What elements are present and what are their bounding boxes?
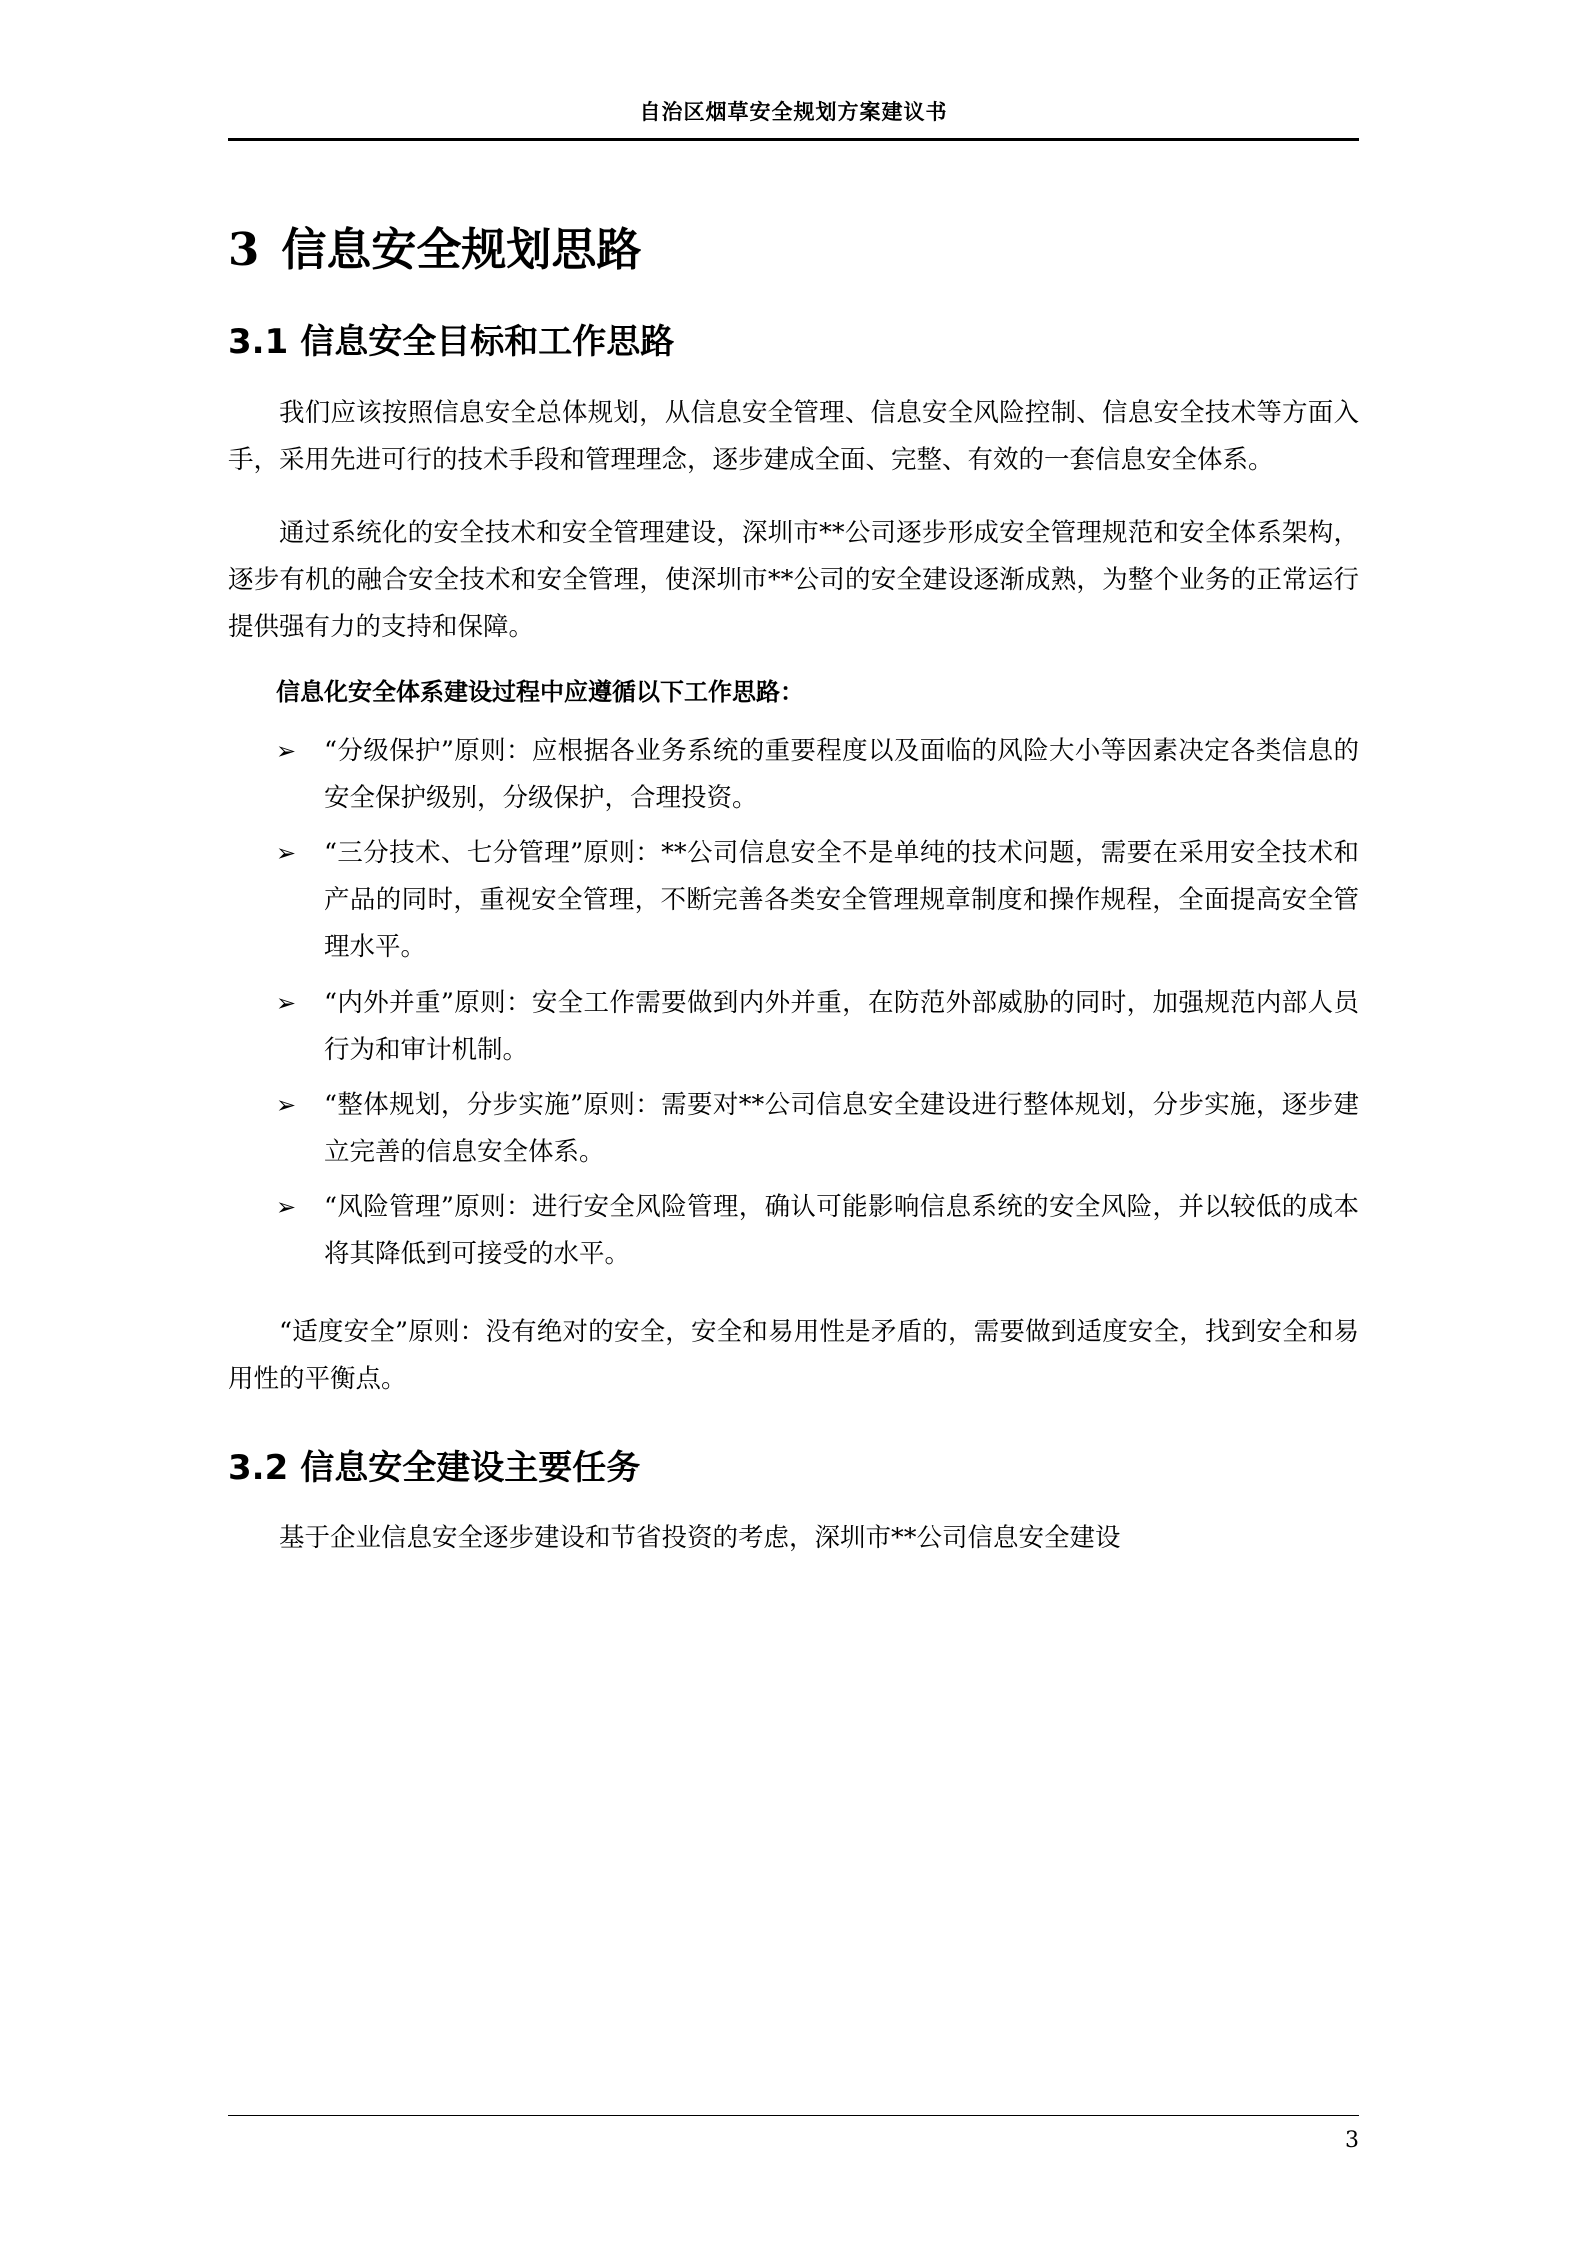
page-header — [228, 0, 1359, 141]
header-title: 自治区烟草安全规划方案建议书 — [639, 99, 948, 124]
list-item-text: “分级保护”原则：应根据各业务系统的重要程度以及面临的风险大小等因素决定各类信息的安全保护级别，分级保护，合理投资。 — [324, 735, 1359, 813]
subsection-title-3-2: 信息安全建设主要任务 — [300, 1447, 641, 1488]
list-item — [228, 1176, 1359, 1278]
subsection-heading-3-2 — [228, 1403, 1359, 1490]
paragraph-3-2-1: 基于企业信息安全逐步建设和节省投资的考虑，深圳市**公司信息安全建设 — [279, 1523, 1121, 1554]
section-number: 3 — [228, 223, 260, 276]
subsection-title-3-1: 信息安全目标和工作思路 — [300, 322, 675, 362]
subsection-heading-3-1 — [228, 277, 1359, 364]
list-item — [228, 1074, 1359, 1176]
list-item — [228, 822, 1359, 972]
list-item-text: “整体规划，分步实施”原则：需要对**公司信息安全建设进行整体规划，分步实施，逐步建立完善的信息安全体系。 — [324, 1089, 1359, 1168]
arrow-bullet-icon: ➢ — [276, 839, 297, 868]
paragraph-3-1-tail: “适度安全”原则：没有绝对的安全，安全和易用性是矛盾的，需要做到适度安全，找到安全和易用性的平衡点。 — [228, 1316, 1359, 1394]
page-content — [228, 0, 1359, 2245]
arrow-bullet-icon: ➢ — [276, 1090, 297, 1119]
page-footer — [228, 2115, 1359, 2153]
subsection-number-3-2: 3.2 — [228, 1447, 289, 1488]
list-item — [228, 972, 1359, 1074]
list-item — [228, 720, 1359, 822]
principles-list — [228, 712, 1359, 1279]
list-item-text: “内外并重”原则：安全工作需要做到内外并重，在防范外部威胁的同时，加强规范内部人员行为和审计机制。 — [324, 987, 1359, 1065]
paragraph-3-1-lead: 信息化安全体系建设过程中应遵循以下工作思路： — [276, 678, 804, 707]
list-item-text: “三分技术、七分管理”原则：**公司信息安全不是单纯的技术问题，需要在采用安全技术和产品的同时，重视安全管理，不断完善各类安全管理规章制度和操作规程，全面提高安全管理水平。 — [324, 838, 1359, 963]
paragraph-3-1-1: 我们应该按照信息安全总体规划，从信息安全管理、信息安全风险控制、信息安全技术等方面入手，采用先进可行的技术手段和管理理念，逐步建成全面、完整、有效的一套信息安全体系。 — [228, 397, 1359, 475]
paragraph-3-1-2: 通过系统化的安全技术和安全管理建设，深圳市**公司逐步形成安全管理规范和安全体系架构，逐步有机的融合安全技术和安全管理，使深圳市**公司的安全建设逐渐成熟，为整个业务的正常运行提供强有力的支持和保障。 — [228, 517, 1359, 643]
arrow-bullet-icon: ➢ — [276, 988, 297, 1017]
list-item-text: “风险管理”原则：进行安全风险管理，确认可能影响信息系统的安全风险，并以较低的成本将其降低到可接受的水平。 — [324, 1192, 1359, 1270]
arrow-bullet-icon: ➢ — [276, 736, 297, 765]
section-title: 信息安全规划思路 — [281, 223, 642, 276]
arrow-bullet-icon: ➢ — [276, 1193, 297, 1222]
subsection-number-3-1: 3.1 — [228, 322, 289, 362]
section-heading — [228, 141, 1359, 277]
page-number: 3 — [1345, 2128, 1359, 2153]
